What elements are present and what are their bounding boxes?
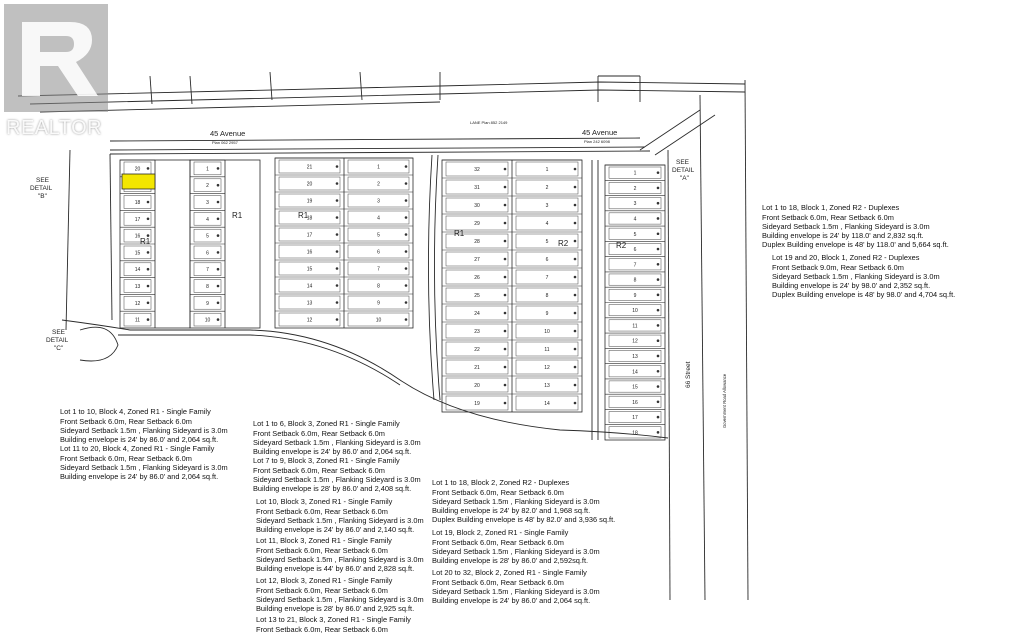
lot-number: 4 [633, 216, 637, 223]
lot-number: 21 [474, 365, 480, 371]
lot-marker [657, 202, 660, 205]
street-plan-45-avenue-east: Plan 242 6098 [584, 139, 610, 144]
zone-label: R2 [616, 241, 627, 250]
lot-number: 26 [474, 275, 480, 281]
lot-number: 7 [633, 262, 637, 269]
lot-marker [574, 204, 577, 207]
lot-number: 6 [545, 257, 549, 263]
lot-marker [504, 402, 507, 405]
lot-marker [147, 251, 150, 254]
lot-marker [217, 302, 220, 305]
lot-marker [504, 348, 507, 351]
note-block3-lots-13-21: Lot 13 to 21, Block 3, Zoned R1 - Single Family Front Setback 6.0m, Rear Setback 6.0m [256, 615, 411, 634]
lot-number: 10 [204, 317, 211, 324]
lot-marker [336, 233, 339, 236]
lot-number: 14 [306, 283, 313, 290]
lot-number: 2 [633, 185, 637, 192]
lot-number: 28 [474, 239, 480, 245]
highlighted-lot[interactable] [122, 174, 155, 189]
lot-number: 13 [632, 353, 638, 360]
lot-marker [657, 431, 660, 434]
lot-number: 3 [206, 200, 209, 206]
lot-marker [405, 318, 408, 321]
lot-marker [147, 285, 150, 288]
lot-number: 3 [633, 201, 637, 208]
lot-marker [336, 250, 339, 253]
lot-number: 6 [206, 250, 209, 257]
lot-number: 17 [632, 415, 638, 422]
lot-marker [657, 171, 660, 174]
zone-label: R2 [558, 239, 569, 248]
lot-number: 8 [633, 277, 637, 284]
lot-number: 29 [474, 221, 480, 227]
lot-number: 24 [474, 311, 480, 317]
lot-marker [574, 168, 577, 171]
lot-marker [574, 294, 577, 297]
lot-marker [336, 267, 339, 270]
lot-number: 16 [632, 399, 638, 406]
lot-marker [657, 339, 660, 342]
lot-number: 18 [134, 200, 141, 206]
lot-number: 21 [306, 164, 313, 171]
lot-marker [147, 201, 150, 204]
lot-marker [574, 384, 577, 387]
lot-marker [504, 312, 507, 315]
lot-number: 20 [306, 181, 313, 188]
lot-marker [405, 199, 408, 202]
lot-marker [147, 167, 150, 170]
lot-marker [574, 240, 577, 243]
lot-number: 12 [544, 365, 550, 371]
lot-marker [504, 204, 507, 207]
note-block4-lots-11-20: Lot 11 to 20, Block 4, Zoned R1 - Single Family Front Setback 6.0m, Rear Setback 6.0m Sideyard Setback 1.5m , Flanking Sideyard is 3.0m Building envelope is 24' by 86.0' and 2,064 sq.ft. [60, 444, 228, 482]
lot-number: 2 [206, 183, 209, 190]
lot-number: 2 [545, 185, 549, 191]
lot-marker [217, 285, 220, 288]
lot-number: 4 [377, 215, 380, 222]
lot-marker [147, 302, 150, 305]
lot-number: 16 [306, 249, 313, 256]
lot-number: 16 [134, 233, 141, 240]
lot-number: 8 [545, 293, 549, 299]
lot-number: 13 [134, 284, 141, 290]
lot-marker [574, 258, 577, 261]
lot-marker [217, 234, 220, 237]
lot-number: 9 [633, 292, 637, 299]
note-block4-lots-1-10: Lot 1 to 10, Block 4, Zoned R1 - Single Family Front Setback 6.0m, Rear Setback 6.0m Sideyard Setback 1.5m , Flanking Sideyard is 3.0m Building envelope is 24' by 86.0' and 2,064 sq.ft. [60, 407, 228, 445]
lot-number: 23 [474, 329, 480, 335]
lot-marker [657, 385, 660, 388]
note-block2-lots-1-18: Lot 1 to 18, Block 2, Zoned R2 - Duplexes Front Setback 6.0m, Rear Setback 6.0m Sideyard Setback 1.5m , Flanking Sideyard is 3.0m Building envelope is 24' by 82.0' and 1,968 sq.ft. Duplex Building envelope is 48' by 82.0' and 3,936 sq.ft. [432, 478, 616, 525]
lot-number: 13 [306, 300, 313, 307]
lot-number: 5 [377, 232, 380, 239]
realtor-mark-icon [0, 0, 112, 116]
lot-number: 12 [134, 300, 141, 307]
lot-marker [405, 301, 408, 304]
lot-marker [657, 187, 660, 190]
lot-marker [657, 416, 660, 419]
lot-marker [574, 222, 577, 225]
lot-number: 12 [632, 338, 638, 345]
lot-number: 3 [377, 198, 380, 205]
lot-marker [504, 384, 507, 387]
lot-number: 9 [377, 300, 380, 307]
street-plan-45-avenue-west: Plan 062 2957 [212, 140, 238, 145]
lot-marker [504, 240, 507, 243]
lot-number: 10 [544, 329, 550, 335]
note-block1-lots-1-18: Lot 1 to 18, Block 1, Zoned R2 - Duplexes Front Setback 6.0m, Rear Setback 6.0m Sideyard Setback 1.5m , Flanking Sideyard is 3.0m Building envelope is 24' by 118.0' and 2,832 sq.ft. Duplex Building envelope is 48' by 118.0' and 5,664 sq.ft. [762, 203, 949, 250]
lot-marker [147, 318, 150, 321]
zone-label: R1 [454, 229, 465, 238]
street-label-45-avenue-west: 45 Avenue [210, 129, 246, 138]
logo-wordmark: REALTOR [6, 117, 103, 139]
lot-marker [405, 182, 408, 185]
lot-marker [217, 251, 220, 254]
lot-marker [336, 284, 339, 287]
lot-number: 5 [545, 239, 549, 245]
lot-number: 12 [306, 317, 313, 324]
lot-marker [405, 165, 408, 168]
lot-marker [504, 276, 507, 279]
lane-plan-label: LANE Plan 852 2149 [470, 120, 508, 125]
lot-marker [657, 355, 660, 358]
lot-marker [504, 294, 507, 297]
lot-marker [574, 348, 577, 351]
lot-marker [504, 366, 507, 369]
lot-marker [147, 218, 150, 221]
lot-number: 1 [206, 166, 209, 173]
lot-marker [504, 222, 507, 225]
lot-number: 1 [545, 167, 549, 173]
lot-marker [336, 318, 339, 321]
lot-number: 20 [134, 166, 141, 173]
lot-marker [574, 186, 577, 189]
lot-number: 19 [474, 401, 480, 407]
lot-marker [217, 318, 220, 321]
lot-number: 4 [545, 221, 549, 227]
lot-number: 25 [474, 293, 480, 299]
note-block3-lot-10: Lot 10, Block 3, Zoned R1 - Single Family Front Setback 6.0m, Rear Setback 6.0m Sideyard Setback 1.5m , Flanking Sideyard is 3.0m Building envelope is 24' by 86.0' and 2,140 sq.ft. [256, 497, 424, 535]
lot-number: 15 [134, 250, 141, 257]
lot-marker [336, 301, 339, 304]
street-label-66-street: 66 Street [685, 361, 692, 388]
lot-number: 30 [474, 203, 480, 209]
lot-marker [504, 168, 507, 171]
lot-number: 22 [474, 347, 480, 353]
lot-number: 14 [632, 369, 638, 376]
lot-marker [217, 268, 220, 271]
zone-label: R1 [298, 211, 309, 220]
lot-number: 9 [545, 311, 549, 317]
lot-number: 11 [134, 317, 141, 324]
lot-number: 10 [632, 308, 638, 315]
lot-marker [217, 184, 220, 187]
lot-number: 20 [474, 383, 480, 389]
lot-marker [217, 201, 220, 204]
lot-number: 18 [632, 430, 638, 437]
lot-marker [657, 232, 660, 235]
lot-marker [405, 267, 408, 270]
note-block2-lot-19: Lot 19, Block 2, Zoned R1 - Single Family Front Setback 6.0m, Rear Setback 6.0m Sideyard Setback 1.5m , Flanking Sideyard is 3.0m Building envelope is 28' by 86.0' and 2,592sq.ft. [432, 528, 600, 566]
lot-marker [336, 216, 339, 219]
road-allowance-label: Government Road Allowance [722, 373, 727, 428]
lot-number: 5 [633, 231, 637, 238]
lot-number: 9 [206, 300, 209, 307]
realtor-logo [0, 0, 112, 142]
lot-number: 18 [306, 215, 313, 222]
lot-number: 8 [377, 283, 380, 290]
lot-marker [657, 324, 660, 327]
lot-number: 7 [545, 275, 549, 281]
lot-number: 32 [474, 167, 480, 173]
lot-marker [657, 370, 660, 373]
street-label-45-avenue-east: 45 Avenue [582, 128, 618, 137]
note-block1-lots-19-20: Lot 19 and 20, Block 1, Zoned R2 - Duplexes Front Setback 9.0m, Rear Setback 6.0m Sideyard Setback 1.5m , Flanking Sideyard is 3.0m Building envelope is 24' by 98.0' and 2,352 sq.ft. Duplex Building envelope is 48' by 98.0' and 4,704 sq.ft. [772, 253, 956, 300]
note-block3-lots-1-6: Lot 1 to 6, Block 3, Zoned R1 - Single Family Front Setback 6.0m, Rear Setback 6.0m Sideyard Setback 1.5m , Flanking Sideyard is 3.0m Building envelope is 24' by 86.0' and 2,064 sq.ft. [253, 419, 421, 457]
lot-marker [657, 217, 660, 220]
lot-marker [405, 233, 408, 236]
lot-number: 5 [206, 233, 209, 240]
lot-marker [574, 312, 577, 315]
lot-number: 3 [545, 203, 549, 209]
lot-marker [657, 248, 660, 251]
lot-number: 27 [474, 257, 480, 263]
see-detail-b: SEE DETAIL "B" [30, 177, 53, 200]
note-block2-lots-20-32: Lot 20 to 32, Block 2, Zoned R1 - Single Family Front Setback 6.0m, Rear Setback 6.0m Sideyard Setback 1.5m , Flanking Sideyard is 3.0m Building envelope is 24' by 86.0' and 2,064 sq.ft. [432, 568, 600, 606]
lot-marker [217, 218, 220, 221]
lot-number: 6 [633, 247, 637, 254]
lot-marker [504, 186, 507, 189]
lot-number: 6 [377, 249, 380, 256]
lot-number: 7 [206, 267, 209, 274]
lot-number: 10 [375, 317, 382, 324]
lot-marker [657, 309, 660, 312]
lot-marker [147, 268, 150, 271]
lot-marker [574, 402, 577, 405]
lot-marker [657, 263, 660, 266]
lot-number: 4 [206, 216, 209, 223]
zone-label: R1 [140, 237, 151, 246]
note-block3-lot-11: Lot 11, Block 3, Zoned R1 - Single Family Front Setback 6.0m, Rear Setback 6.0m Sideyard Setback 1.5m , Flanking Sideyard is 3.0m Building envelope is 44' by 86.0' and 2,828 sq.ft. [256, 536, 424, 574]
lot-number: 8 [206, 284, 209, 290]
lot-marker [504, 258, 507, 261]
lot-number: 13 [544, 383, 550, 389]
lot-number: 17 [306, 232, 313, 239]
lot-marker [336, 165, 339, 168]
lot-marker [504, 330, 507, 333]
lot-marker [657, 278, 660, 281]
lot-number: 17 [134, 216, 141, 223]
note-block3-lot-12: Lot 12, Block 3, Zoned R1 - Single Family Front Setback 6.0m, Rear Setback 6.0m Sideyard Setback 1.5m , Flanking Sideyard is 3.0m Building envelope is 28' by 86.0' and 2,925 sq.ft. [256, 576, 424, 614]
lot-number: 15 [306, 266, 313, 273]
note-block3-lots-7-9: Lot 7 to 9, Block 3, Zoned R1 - Single Family Front Setback 6.0m, Rear Setback 6.0m Sideyard Setback 1.5m , Flanking Sideyard is 3.0m Building envelope is 28' by 86.0' and 2,408 sq.ft. [253, 456, 421, 494]
lot-marker [405, 216, 408, 219]
lot-marker [217, 167, 220, 170]
lot-number: 1 [377, 164, 380, 171]
lot-number: 15 [632, 384, 638, 391]
lot-number: 31 [474, 185, 480, 191]
see-detail-c: SEE DETAIL "C" [46, 329, 69, 352]
lot-number: 11 [544, 347, 550, 353]
zone-label: R1 [232, 211, 243, 220]
lot-marker [657, 294, 660, 297]
lot-marker [574, 366, 577, 369]
lot-number: 14 [544, 401, 550, 407]
lot-marker [405, 284, 408, 287]
lot-marker [574, 276, 577, 279]
lot-number: 14 [134, 267, 141, 274]
lot-marker [574, 330, 577, 333]
lot-marker [336, 199, 339, 202]
lot-number: 7 [377, 266, 380, 273]
lot-number: 19 [306, 198, 313, 205]
lot-marker [405, 250, 408, 253]
see-detail-a: SEE DETAIL "A" [672, 159, 695, 182]
lot-number: 1 [633, 170, 637, 177]
lot-marker [657, 401, 660, 404]
lot-marker [336, 182, 339, 185]
lot-number: 11 [632, 323, 638, 330]
lot-number: 2 [377, 181, 380, 188]
